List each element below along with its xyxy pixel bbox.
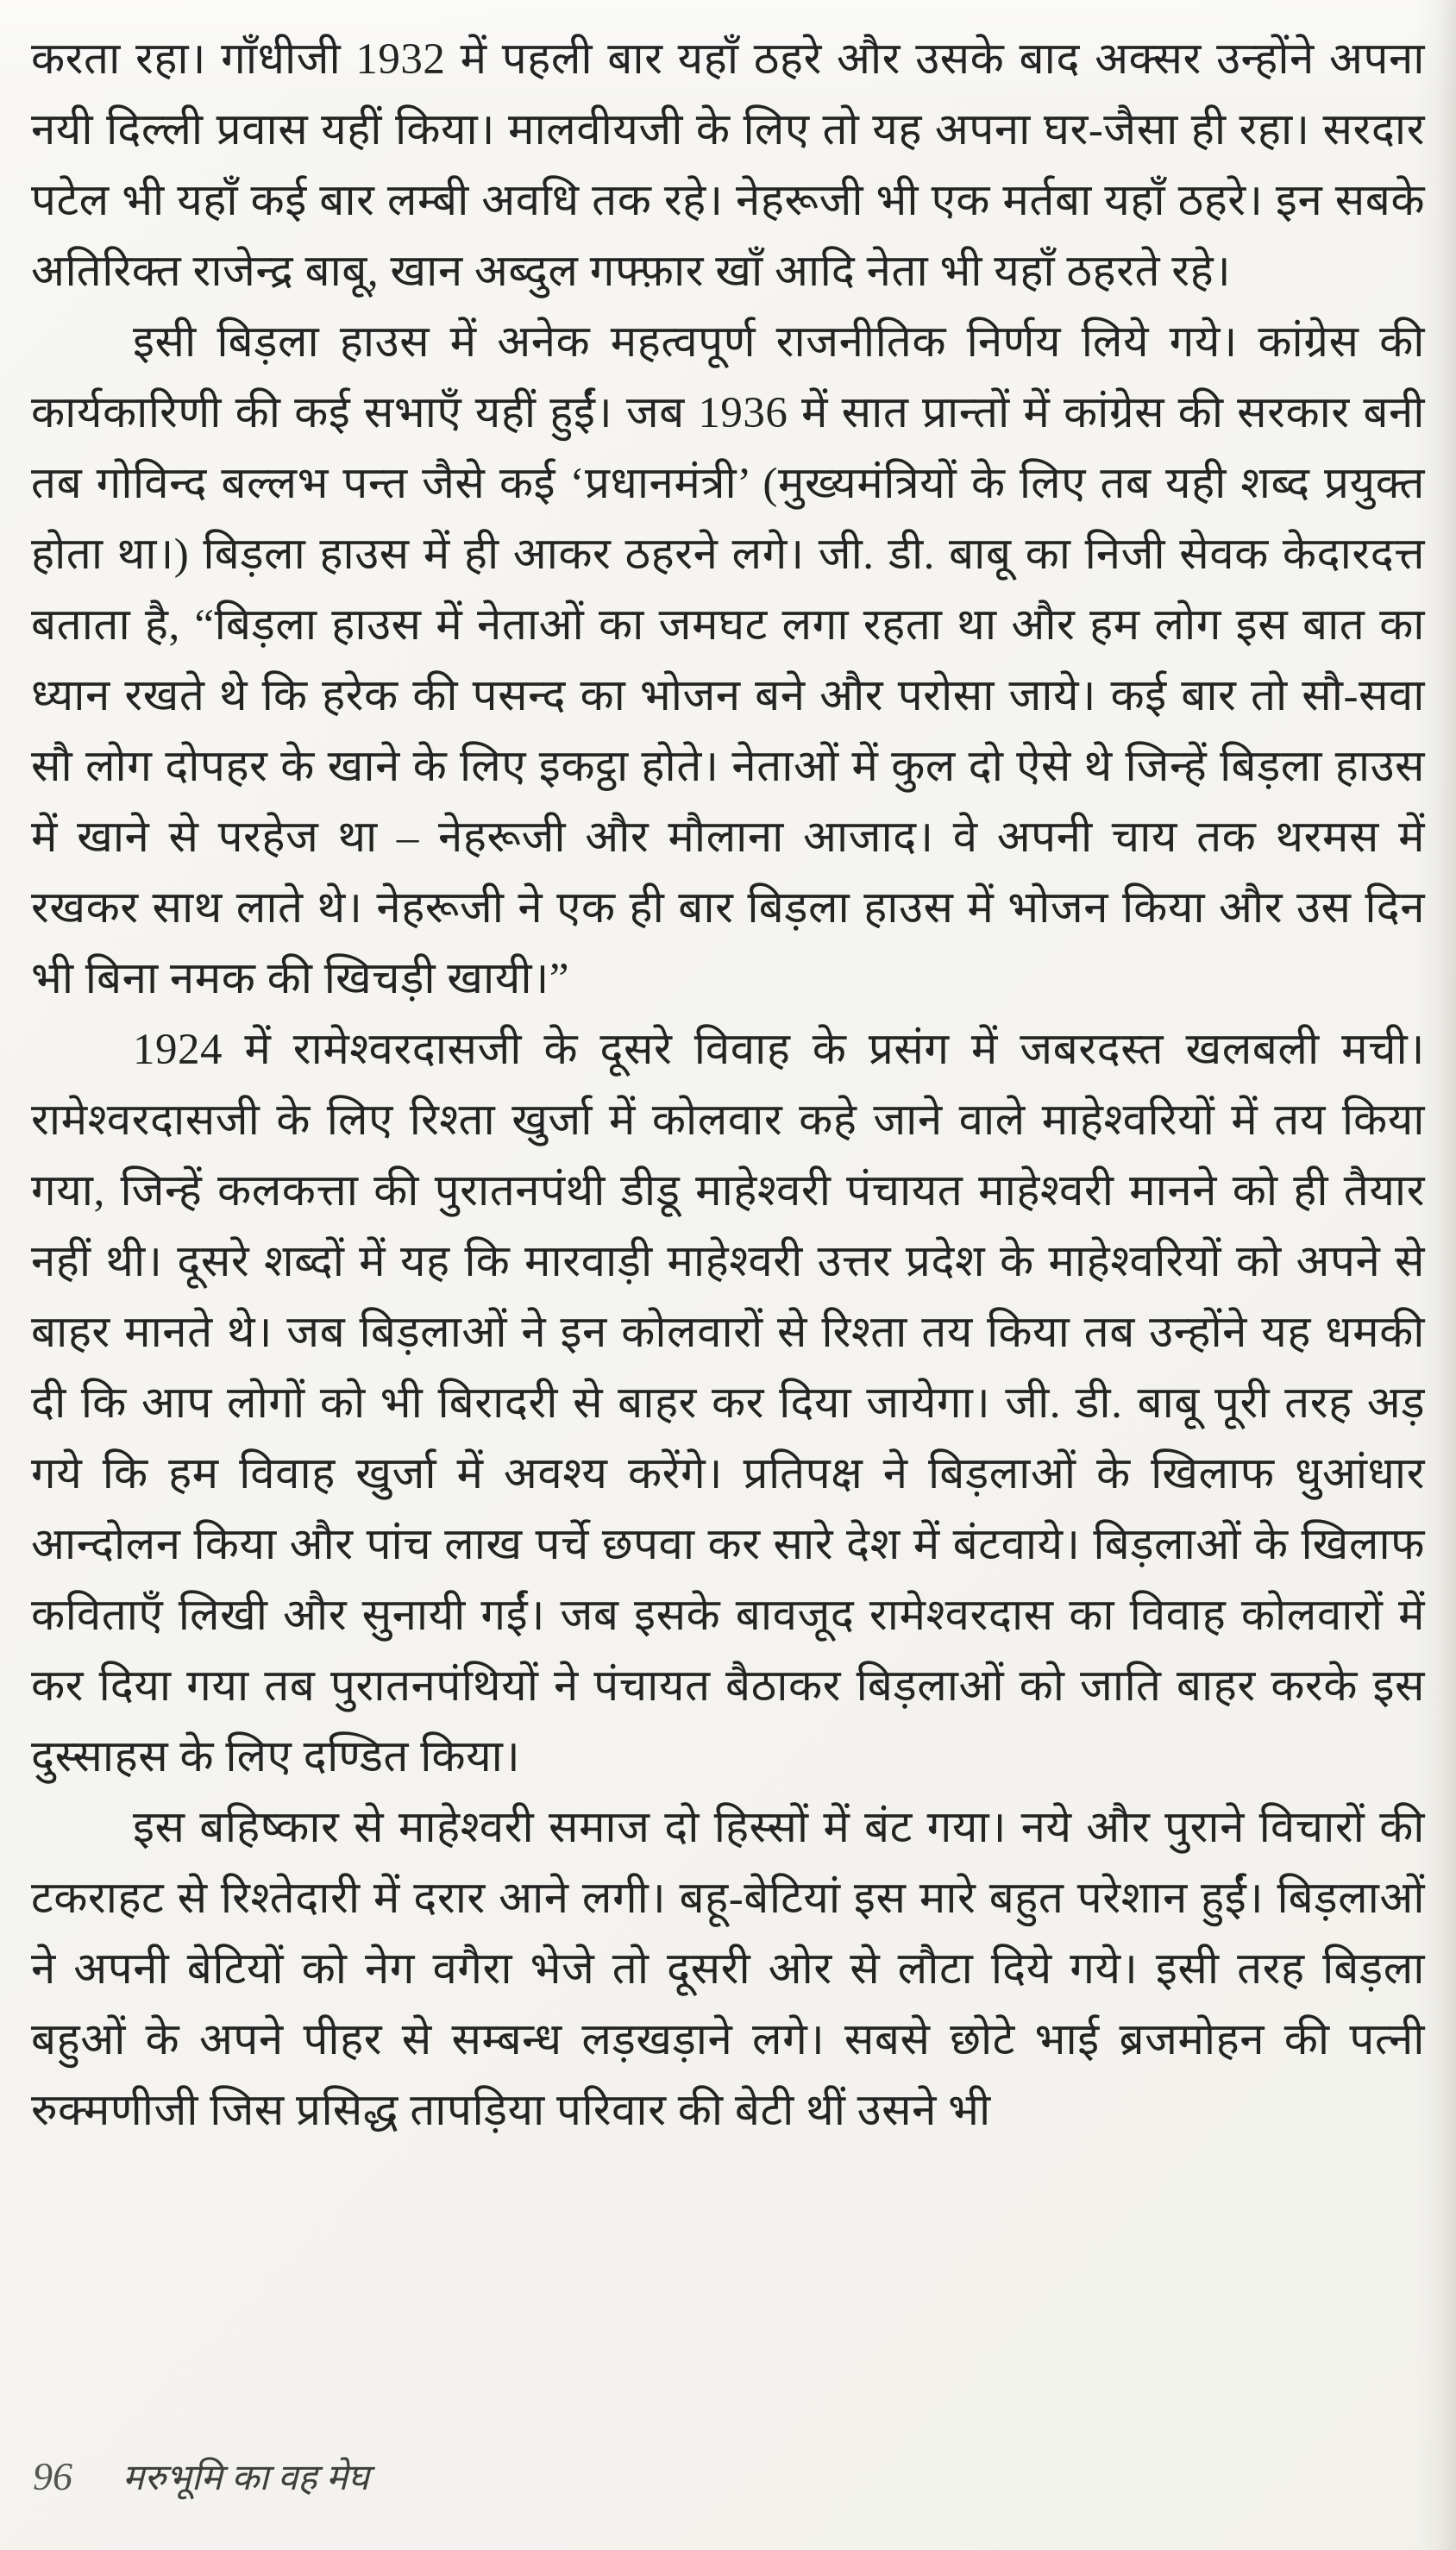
book-title: मरुभूमि का वह मेघ [122, 2459, 369, 2498]
paragraph-boycott-split: इस बहिष्कार से माहेश्वरी समाज दो हिस्सों में बंट गया। नये और पुराने विचारों की टकराहट से रिश्तेदारी में दरार आने लगी। बहू-बेटियां इस मारे बहुत परेशान हुईं। बिड़लाओं ने अपनी बेटियों को नेग वगैरा भेजे तो दूसरी ओर से लौटा दिये गये। इसी तरह बिड़ला बहुओं के अपने पीहर से सम्बन्ध लड़खड़ाने लगे। सबसे छोटे भाई ब्रजमोहन की पत्नी रुक्मणीजी जिस प्रसिद्ध तापड़िया परिवार की बेटी थीं उसने भी [31, 1804, 1425, 2135]
page-number: 96 [33, 2454, 72, 2498]
page-text [31, 24, 1425, 2146]
page-footer [33, 2452, 1413, 2501]
paragraph-1924-marriage: 1924 में रामेश्वरदासजी के दूसरे विवाह के प्रसंग में जबरदस्त खलबली मची। रामेश्वरदासजी के लिए रिश्ता खुर्जा में कोलवार कहे जाने वाले माहेश्वरियों में तय किया गया, जिन्हें कलकत्ता की पुरातनपंथी डीडू माहेश्वरी पंचायत माहेश्वरी मानने को ही तैयार नहीं थी। दूसरे शब्दों में यह कि मारवाड़ी माहेश्वरी उत्तर प्रदेश के माहेश्वरियों को अपने से बाहर मानते थे। जब बिड़लाओं ने इन कोलवारों से रिश्ता तय किया तब उन्होंने यह धमकी दी कि आप लोगों को भी बिरादरी से बाहर कर दिया जायेगा। जी. डी. बाबू पूरी तरह अड़ गये कि हम विवाह खुर्जा में अवश्य करेंगे। प्रतिपक्ष ने बिड़लाओं के खिलाफ धुआंधार आन्दोलन किया और पांच लाख पर्चे छपवा कर सारे देश में बंटवाये। बिड़लाओं के खिलाफ कविताएँ लिखी और सुनायी गईं। जब इसके बावजूद रामेश्वरदास का विवाह कोलवारों में कर दिया गया तब पुरातनपंथियों ने पंचायत बैठाकर बिड़लाओं को जाति बाहर करके इस दुस्साहस के लिए दण्डित किया। [31, 1026, 1425, 1781]
paragraph-continued: करता रहा। गाँधीजी 1932 में पहली बार यहाँ ठहरे और उसके बाद अक्सर उन्होंने अपना नयी दिल्ली प्रवास यहीं किया। मालवीयजी के लिए तो यह अपना घर-जैसा ही रहा। सरदार पटेल भी यहाँ कई बार लम्बी अवधि तक रहे। नेहरूजी भी एक मर्तबा यहाँ ठहरे। इन सबके अतिरिक्त राजेन्द्र बाबू, खान अब्दुल गफ्फ़ार खाँ आदि नेता भी यहाँ ठहरते रहे। [31, 35, 1425, 296]
paragraph-birla-house-decisions: इसी बिड़ला हाउस में अनेक महत्वपूर्ण राजनीतिक निर्णय लिये गये। कांग्रेस की कार्यकारिणी की कई सभाएँ यहीं हुईं। जब 1936 में सात प्रान्तों में कांग्रेस की सरकार बनी तब गोविन्द बल्लभ पन्त जैसे कई ‘प्रधानमंत्री’ (मुख्यमंत्रियों के लिए तब यही शब्द प्रयुक्त होता था।) बिड़ला हाउस में ही आकर ठहरने लगे। जी. डी. बाबू का निजी सेवक केदारदत्त बताता है, “बिड़ला हाउस में नेताओं का जमघट लगा रहता था और हम लोग इस बात का ध्यान रखते थे कि हरेक की पसन्द का भोजन बने और परोसा जाये। कई बार तो सौ-सवा सौ लोग दोपहर के खाने के लिए इकट्ठा होते। नेताओं में कुल दो ऐसे थे जिन्हें बिड़ला हाउस में खाने से परहेज था – नेहरूजी और मौलाना आजाद। वे अपनी चाय तक थरमस में रखकर साथ लाते थे। नेहरूजी ने एक ही बार बिड़ला हाउस में भोजन किया और उस दिन भी बिना नमक की खिचड़ी खायी।” [31, 318, 1425, 1003]
